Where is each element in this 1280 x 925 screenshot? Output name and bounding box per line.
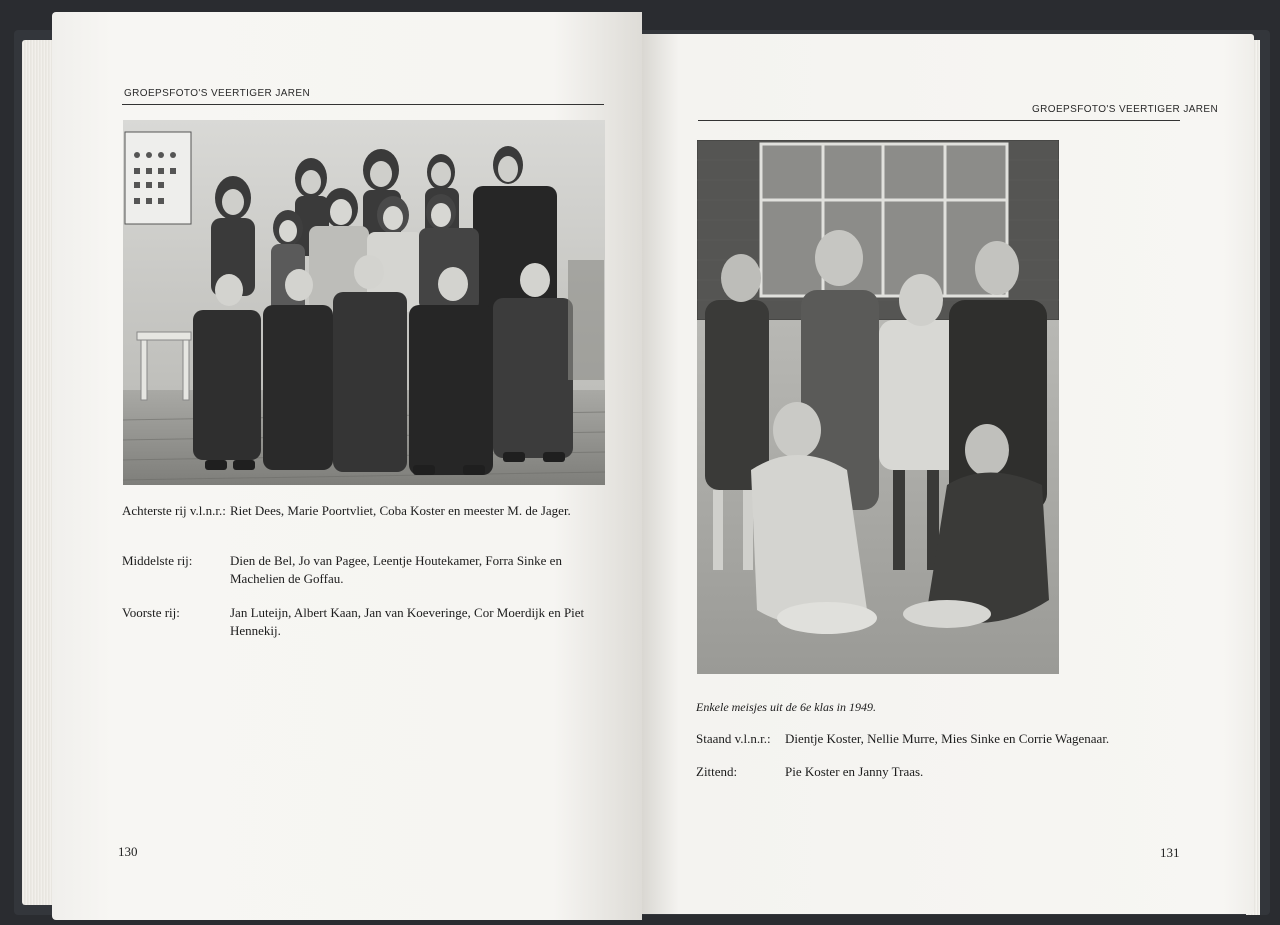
class-group-photo [123,120,605,485]
caption-text: Riet Dees, Marie Poortvliet, Coba Koster en meester M. de Jager. [230,503,571,518]
page-number-right: 131 [1160,845,1180,860]
caption-back-row [122,502,602,542]
caption-middle-row [122,552,602,592]
caption-label: Staand v.l.n.r.: [696,731,771,746]
caption-text: Pie Koster en Janny Traas. [785,764,924,779]
caption-text: Dien de Bel, Jo van Pagee, Leentje Houtekamer, Forra Sinke en Machelien de Goffau. [230,553,562,586]
caption-front-row [122,604,602,644]
caption-label: Achterste rij v.l.n.r.: [122,503,226,518]
running-head-left: GROEPSFOTO'S VEERTIGER JAREN [124,88,311,99]
caption-sitting [696,763,1196,783]
header-rule-left [122,104,604,105]
caption-standing [696,730,1196,750]
caption-text: Jan Luteijn, Albert Kaan, Jan van Koeveringe, Cor Moerdijk en Piet Hennekij. [230,605,585,638]
caption-label: Middelste rij: [122,553,193,568]
photo-caption: Enkele meisjes uit de 6e klas in 1949. [696,700,876,714]
caption-text: Dientje Koster, Nellie Murre, Mies Sinke en Corrie Wagenaar. [785,731,1110,746]
page-number-left: 130 [118,844,138,859]
running-head-right: GROEPSFOTO'S VEERTIGER JAREN [1032,104,1219,115]
caption-label: Voorste rij: [122,605,180,620]
right-page [642,34,1254,914]
header-rule-right [698,120,1180,121]
girls-class-photo [697,140,1059,674]
caption-label: Zittend: [696,764,738,779]
left-page [52,12,642,920]
